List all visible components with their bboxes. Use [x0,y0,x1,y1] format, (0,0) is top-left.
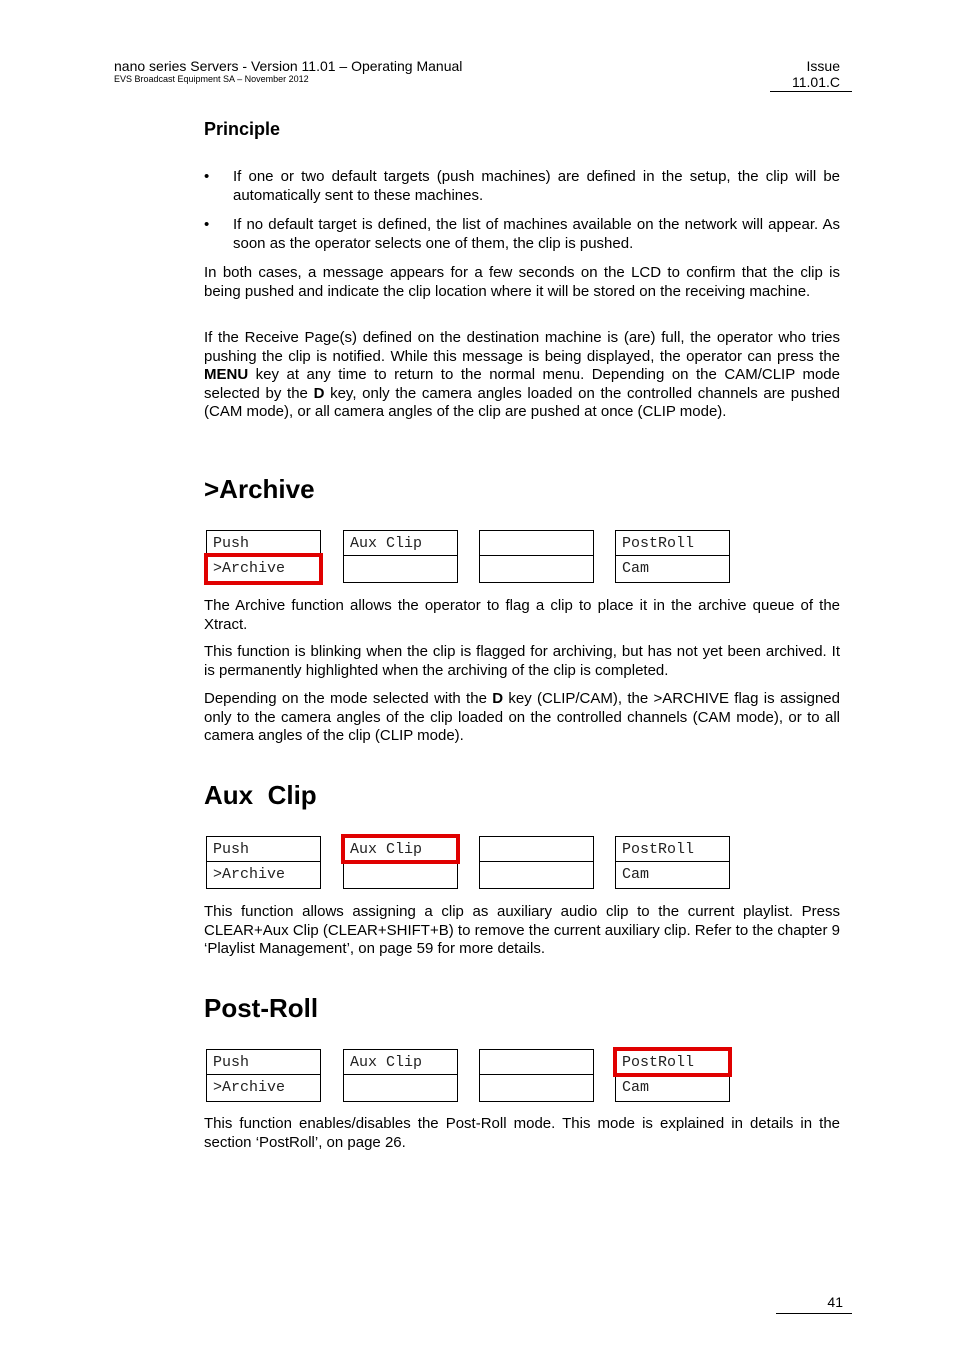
lcd-cell-postroll: PostRoll [615,530,730,556]
lcd-cell-cam: Cam [615,1074,730,1102]
archive-heading: >Archive [204,474,315,504]
lcd-cell-empty [343,861,458,889]
lcd-cell-aux-clip: Aux Clip [343,530,458,556]
lcd-cell-aux-clip: Aux Clip [343,1049,458,1075]
page-number: 41 [827,1294,843,1310]
lcd-cell-empty [343,1074,458,1102]
lcd-cell-aux-clip: Aux Clip [343,836,458,862]
header-subtitle: EVS Broadcast Equipment SA – November 2012 [114,74,309,84]
lcd-cell-empty [479,836,594,862]
list-item: • If one or two default targets (push machines) are defined in the setup, the clip will be automatically sent to these machines. [204,168,840,204]
lcd-cell-empty [479,530,594,556]
lcd-cell-empty [479,861,594,889]
lcd-cell-archive: >Archive [206,555,321,583]
lcd-display-aux-clip [206,836,732,890]
header-title: nano series Servers - Version 11.01 – Operating Manual [114,58,463,74]
header-rule [770,91,852,92]
archive-paragraph-1: The Archive function allows the operator to flag a clip to place it in the archive queue of the Xtract. [204,597,840,633]
principle-heading: Principle [204,119,281,139]
lcd-cell-push: Push [206,530,321,556]
aux-clip-heading: Aux Clip [204,780,317,810]
lcd-display-post-roll [206,1049,732,1103]
lcd-cell-cam: Cam [615,555,730,583]
bullet-icon: • [204,216,210,233]
lcd-cell-archive: >Archive [206,1074,321,1102]
lcd-cell-postroll: PostRoll [615,836,730,862]
header-issue-label: Issue [806,58,840,74]
lcd-cell-empty [343,555,458,583]
principle-paragraph-1: In both cases, a message appears for a few seconds on the LCD to confirm that the clip is being pushed and indicate the clip location where it will be stored on the receiving machine. [204,264,840,300]
lcd-cell-archive: >Archive [206,861,321,889]
footer-rule [776,1313,852,1314]
lcd-cell-empty [479,555,594,583]
lcd-cell-postroll: PostRoll [615,1049,730,1075]
list-item: • If no default target is defined, the list of machines available on the network will appear. As soon as the operator selects one of them, the clip is pushed. [204,216,840,252]
lcd-display-archive [206,530,732,584]
post-roll-heading: Post-Roll [204,993,319,1023]
lcd-cell-cam: Cam [615,861,730,889]
archive-paragraph-3: Depending on the mode selected with the D key (CLIP/CAM), the >ARCHIVE flag is assigned only to the camera angles of the clip loaded on the controlled channels (CAM mode), or to all camera angles of the clip (CLIP mode). [204,690,840,744]
principle-paragraph-2: If the Receive Page(s) defined on the destination machine is (are) full, the operator who tries pushing the clip is notified. While this message is being displayed, the operator can press the MENU key at any time to return to the normal menu. Depending on the CAM/CLIP mode selected by the D key, only the camera angles loaded on the controlled channels are pushed (CAM mode), or all camera angles of the clip are pushed at once (CLIP mode). [204,329,840,420]
lcd-cell-empty [479,1049,594,1075]
bullet-icon: • [204,168,210,185]
aux-clip-paragraph-1: This function allows assigning a clip as auxiliary audio clip to the current playlist. Press CLEAR+Aux Clip (CLEAR+SHIFT+B) to remove the current auxiliary clip. Refer to the chapter 9 ‘Playlist Management’, on page 59 for more details. [204,903,840,957]
post-roll-paragraph-1: This function enables/disables the Post-Roll mode. This mode is explained in details in the section ‘PostRoll’, on page 26. [204,1115,840,1151]
lcd-cell-push: Push [206,836,321,862]
header-issue-number: 11.01.C [792,74,840,90]
lcd-cell-empty [479,1074,594,1102]
archive-paragraph-2: This function is blinking when the clip is flagged for archiving, but has not yet been archived. It is permanently highlighted when the archiving of the clip is completed. [204,643,840,679]
principle-bullet-list [204,168,840,253]
lcd-cell-push: Push [206,1049,321,1075]
